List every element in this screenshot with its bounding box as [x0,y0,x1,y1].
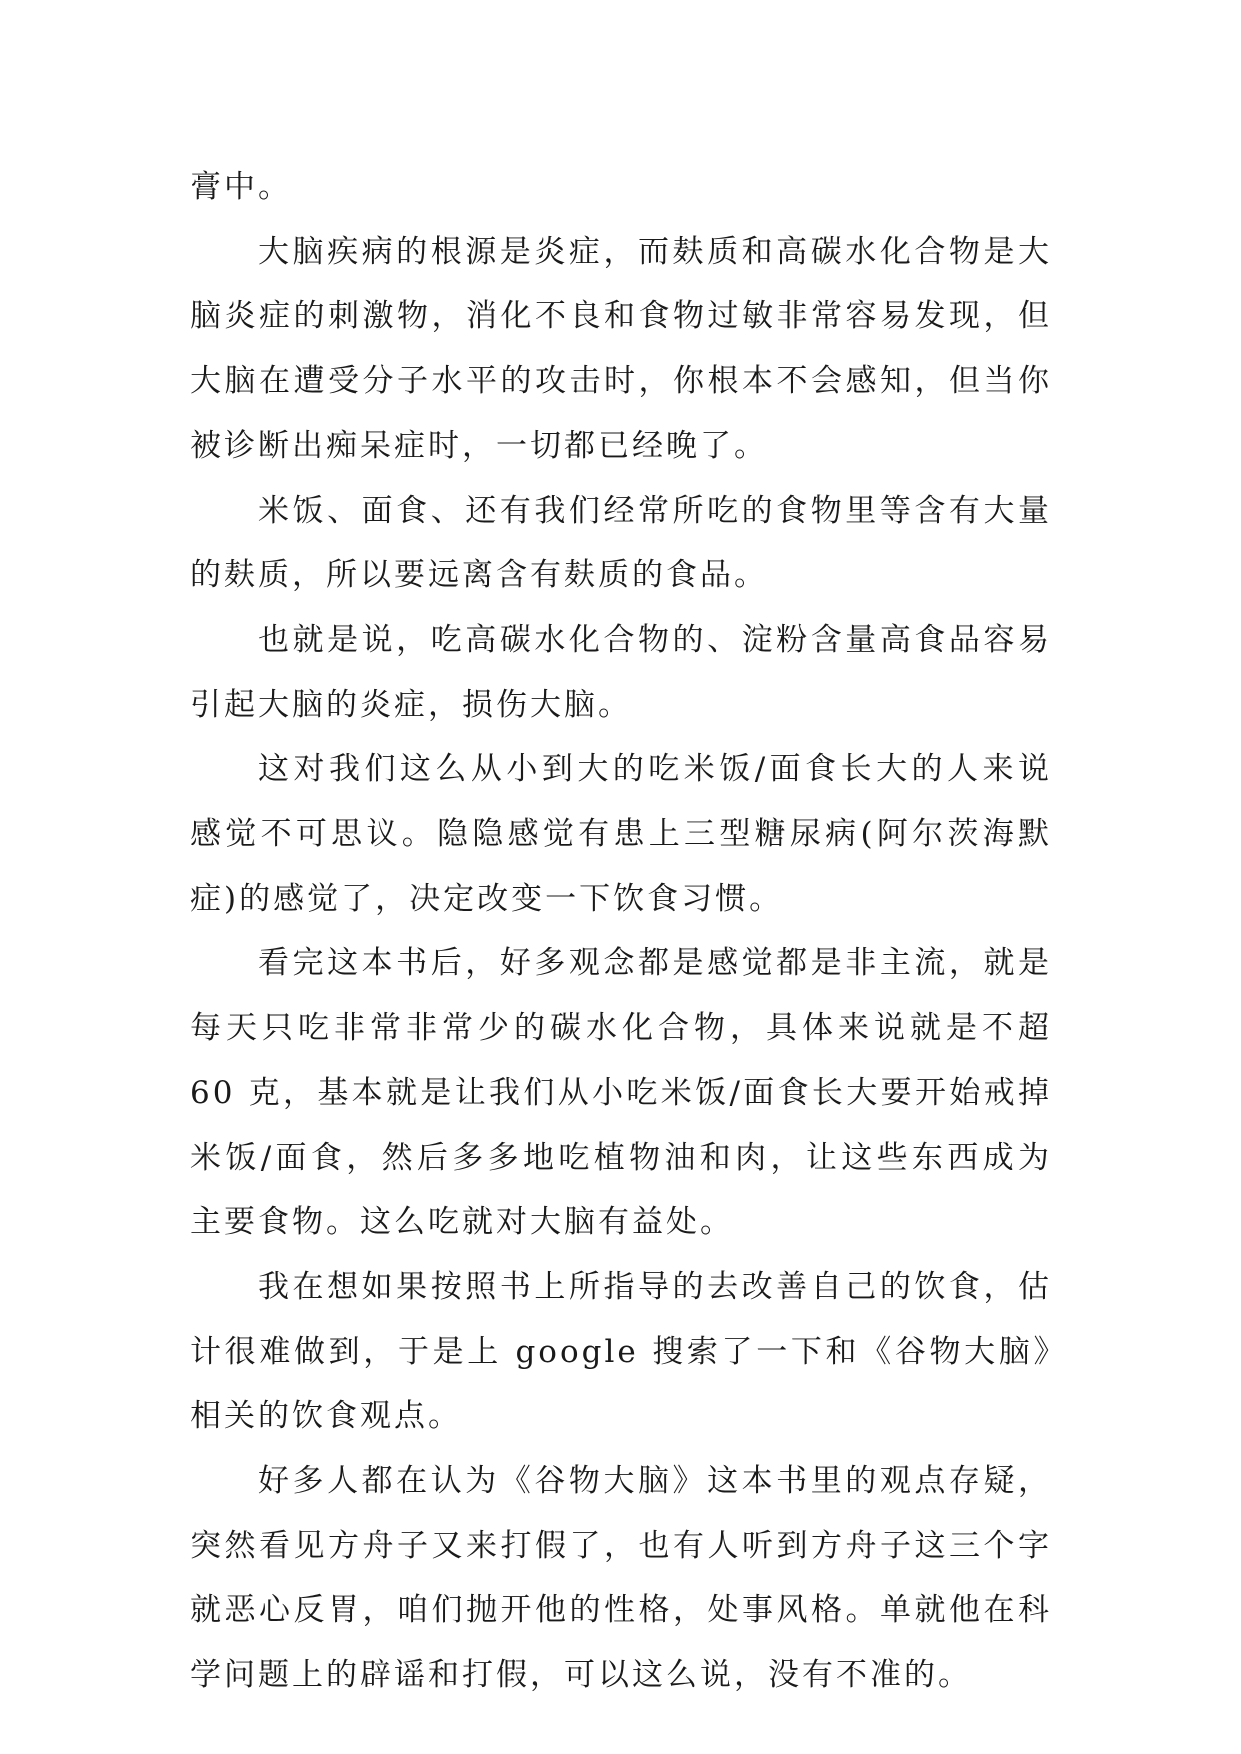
paragraph: 大脑疾病的根源是炎症，而麸质和高碳水化合物是大脑炎症的刺激物，消化不良和食物过敏非常容易发现，但大脑在遭受分子水平的攻击时，你根本不会感知，但当你被诊断出痴呆症时，一切都已经晚了。 [190,233,1052,464]
paragraph: 看完这本书后，好多观念都是感觉都是非主流，就是每天只吃非常非常少的碳水化合物，具体来说就是不超 60 克，基本就是让我们从小吃米饭/面食长大要开始戒掉米饭/面食，然后多多地吃植物油和肉，让这些东西成为主要食物。这么吃就对大脑有益处。 [190,945,1065,1241]
paragraph: 好多人都在认为《谷物大脑》这本书里的观点存疑，突然看见方舟子又来打假了，也有人听到方舟子这三个字就恶心反胃，咱们抛开他的性格，处事风格。单就他在科学问题上的辟谣和打假，可以这么说，没有不准的。 [190,1463,1052,1694]
document-body [190,155,1065,1708]
paragraph: 我在想如果按照书上所指导的去改善自己的饮食，估计很难做到，于是上 google 搜索了一下和《谷物大脑》相关的饮食观点。 [190,1268,1052,1435]
paragraph-continuation: 膏中。 [190,169,292,205]
paragraph: 米饭、面食、还有我们经常所吃的食物里等含有大量的麸质，所以要远离含有麸质的食品。 [190,492,1052,594]
paragraph: 这对我们这么从小到大的吃米饭/面食长大的人来说感觉不可思议。隐隐感觉有患上三型糖尿病(阿尔茨海默症)的感觉了，决定改变一下饮食习惯。 [190,751,1052,917]
paragraph: 也就是说，吃高碳水化合物的、淀粉含量高食品容易引起大脑的炎症，损伤大脑。 [190,621,1052,723]
